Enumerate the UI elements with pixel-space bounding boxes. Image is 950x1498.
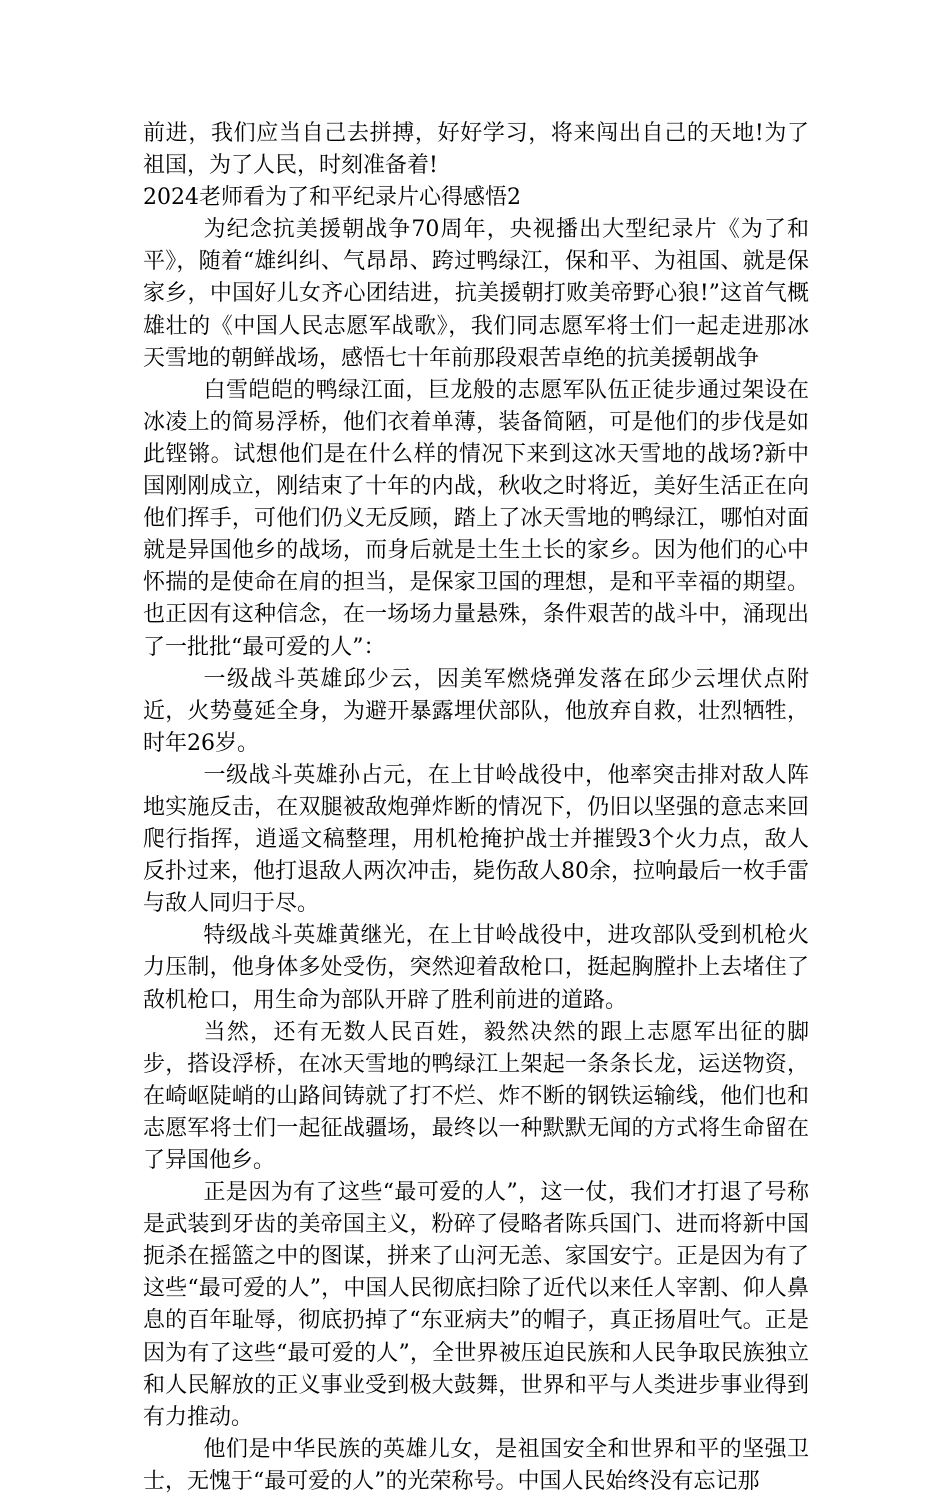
paragraph-sun-zhanyuan: 一级战斗英雄孙占元，在上甘岭战役中，他率突击排对敌人阵地实施反击，在双腿被敌炮弹炸断的情况下，仍旧以坚强的意志来回爬行指挥，逍遥文稿整理，用机枪掩护战士并摧毁3个火力点，敌人反扑过来，他打退敌人两次冲击，毙伤敌人80余，拉响最后一枚手雷与敌人同归于尽。 (143, 762, 809, 917)
paragraph-yalu-river: 白雪皑皑的鸭绿江面，巨龙般的志愿军队伍正徒步通过架设在冰凌上的简易浮桥，他们衣着单薄，装备简陋，可是他们的步伐是如此铿锵。试想他们是在什么样的情况下来到这冰天雪地的战场?新中国刚刚成立，刚结束了十年的内战，秋收之时将近，美好生活正在向他们挥手，可他们仍义无反顾，踏上了冰天雪地的鸭绿江，哪怕对面就是异国他乡的战场，而身后就是土生土长的家乡。因为他们的心中怀揣的是使命在肩的担当，是保家卫国的理想，是和平幸福的期望。也正因有这种信念，在一场场力量悬殊，条件艰苦的战斗中，涌现出了一批批“最可爱的人”： (143, 377, 809, 660)
paragraph-continuation: 前进，我们应当自己去拼搏，好好学习，将来闯出自己的天地!为了祖国，为了人民，时刻准备着! (143, 121, 809, 179)
paragraph-intro: 为纪念抗美援朝战争70周年，央视播出大型纪录片《为了和平》，随着“雄纠纠、气昂昂、跨过鸭绿江，保和平、为祖国、就是保家乡，中国好儿女齐心团结进，抗美援朝打败美帝野心狼!”这首气概雄壮的《中国人民志愿军战歌》，我们同志愿军将士们一起走进那冰天雪地的朝鲜战场，感悟七十年前那段艰苦卓绝的抗美援朝战争 (143, 217, 809, 371)
document-page (143, 118, 809, 1498)
section-title: 2024老师看为了和平纪录片心得感悟2 (143, 185, 521, 211)
paragraph-significance: 正是因为有了这些“最可爱的人”，这一仗，我们才打退了号称是武装到牙齿的美帝国主义，粉碎了侵略者陈兵国门、进而将新中国扼杀在摇篮之中的图谋，拼来了山河无恙、家国安宁。正是因为有了这些“最可爱的人”，中国人民彻底扫除了近代以来任人宰割、仰人鼻息的百年耻辱，彻底扔掉了“东亚病夫”的帽子，真正扬眉吐气。正是因为有了这些“最可爱的人”，全世界被压迫民族和人民争取民族独立和人民解放的正义事业受到极大鼓舞，世界和平与人类进步事业得到有力推动。 (143, 1180, 809, 1430)
paragraph-qiu-shaoyun: 一级战斗英雄邱少云，因美军燃烧弹发落在邱少云埋伏点附近，火势蔓延全身，为避开暴露埋伏部队，他放弃自救，壮烈牺牲，时年26岁。 (143, 666, 809, 756)
paragraph-huang-jiguang: 特级战斗英雄黄继光，在上甘岭战役中，进攻部队受到机枪火力压制，他身体多处受伤，突然迎着敌枪口，挺起胸膛扑上去堵住了敌机枪口，用生命为部队开辟了胜利前进的道路。 (143, 923, 809, 1013)
paragraph-civilians: 当然，还有无数人民百姓，毅然决然的跟上志愿军出征的脚步，搭设浮桥，在冰天雪地的鸭绿江上架起一条条长龙，运送物资，在崎岖陡峭的山路间铸就了打不烂、炸不断的钢铁运输线，他们也和志愿军将士们一起征战疆场，最终以一种默默无闻的方式将生命留在了异国他乡。 (143, 1019, 809, 1173)
paragraph-heroes: 他们是中华民族的英雄儿女，是祖国安全和世界和平的坚强卫士，无愧于“最可爱的人”的光荣称号。中国人民始终没有忘记那 (143, 1436, 809, 1494)
